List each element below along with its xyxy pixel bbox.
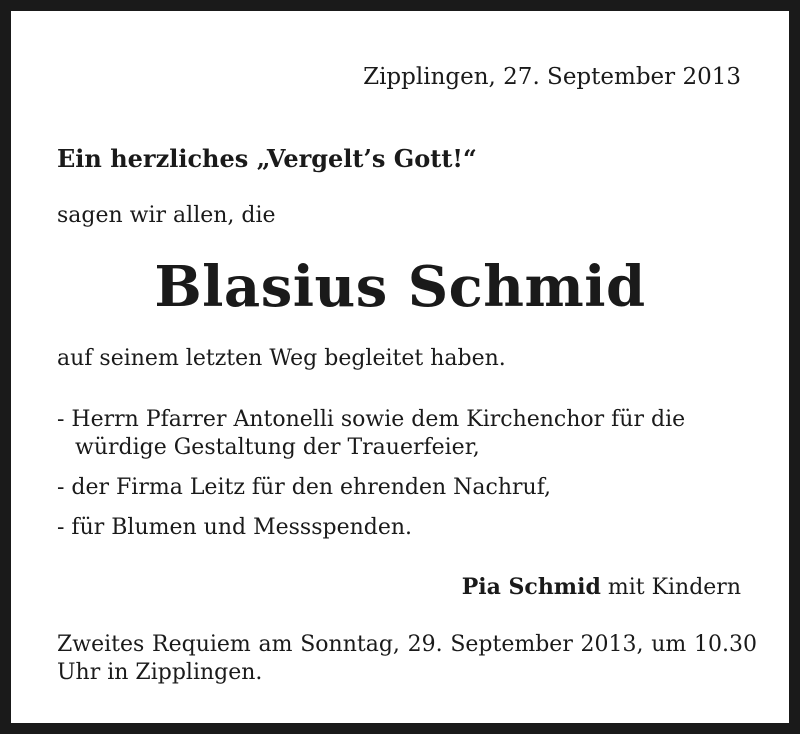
list-item: - Herrn Pfarrer Antonelli sowie dem Kirchenchor für die würdige Gestaltung der Trauerfeier, <box>57 407 686 460</box>
signature <box>462 574 741 600</box>
signature-name: Pia Schmid <box>461 574 601 600</box>
signature-suffix: mit Kindern <box>600 575 741 600</box>
place-date: Zipplingen, 27. September 2013 <box>363 64 741 90</box>
requiem-notice: Zweites Requiem am Sonntag, 29. September 2013, um 10.30 Uhr in Zipplingen. <box>57 632 757 685</box>
list-item: - für Blumen und Messspenden. <box>57 515 413 540</box>
notice-body <box>11 11 789 723</box>
thanks-heading: Ein herzliches „Vergelt’s Gott!“ <box>57 144 477 173</box>
list-item: - der Firma Leitz für den ehrenden Nachruf, <box>57 475 552 500</box>
deceased-name: Blasius Schmid <box>154 254 646 320</box>
after-name-text: auf seinem letzten Weg begleitet haben. <box>57 346 506 371</box>
thanks-list <box>57 406 757 554</box>
intro-text: sagen wir allen, die <box>57 203 276 228</box>
